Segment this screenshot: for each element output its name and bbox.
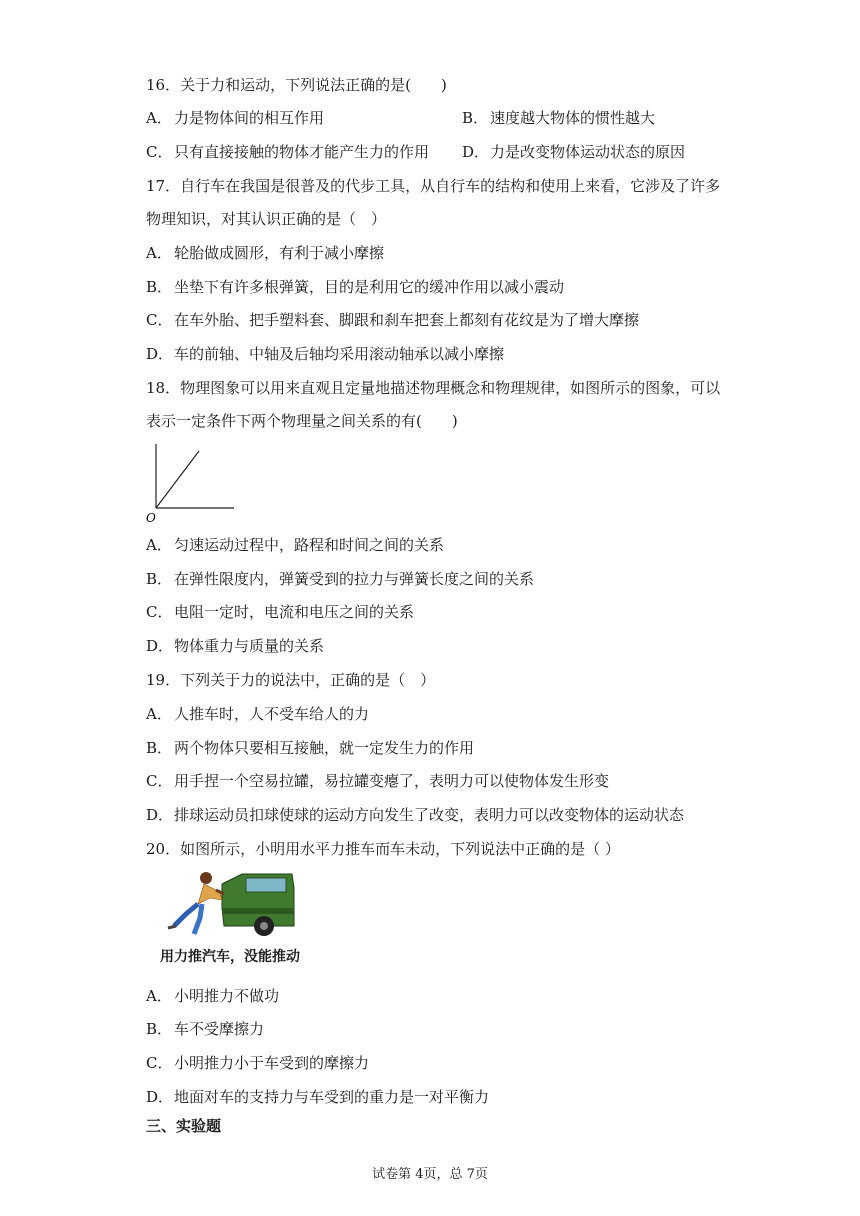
q20-option-a xyxy=(146,986,279,1006)
option-text: 小明推力不做功 xyxy=(174,987,280,1005)
option-text: 地面对车的支持力与车受到的重力是一对平衡力 xyxy=(174,1088,490,1106)
q18-option-a xyxy=(146,535,444,555)
option-letter: B． xyxy=(146,570,173,588)
option-letter: C． xyxy=(146,772,173,790)
option-letter: C． xyxy=(146,603,173,621)
q17-stem-line1: 17．自行车在我国是很普及的代步工具，从自行车的结构和使用上来看，它涉及了许多 xyxy=(146,177,721,195)
q20-push-car-illustration xyxy=(160,868,320,940)
origin-label: O xyxy=(146,511,156,525)
q17-option-c xyxy=(146,310,639,330)
q16-stem: 16．关于力和运动，下列说法正确的是( ) xyxy=(146,76,447,94)
person-foot xyxy=(168,926,176,928)
option-letter: D． xyxy=(146,1088,174,1106)
q18-linear-graph xyxy=(144,440,240,526)
option-letter: D． xyxy=(462,143,490,161)
q18-option-d xyxy=(146,636,324,656)
option-text: 坐垫下有许多根弹簧，目的是利用它的缓冲作用以减小震动 xyxy=(174,278,565,296)
option-text: 人推车时，人不受车给人的力 xyxy=(174,705,370,723)
q18-option-c xyxy=(146,602,414,622)
option-text: 匀速运动过程中，路程和时间之间的关系 xyxy=(174,536,445,554)
option-text: 力是改变物体运动状态的原因 xyxy=(490,143,686,161)
car-bumper xyxy=(222,908,294,914)
q16-option-b xyxy=(462,108,655,128)
q18-option-b xyxy=(146,569,534,589)
person-torso xyxy=(198,884,222,904)
q20-option-b xyxy=(146,1019,264,1039)
option-text: 力是物体间的相互作用 xyxy=(174,109,325,127)
option-letter: C． xyxy=(146,143,173,161)
option-letter: B． xyxy=(146,1020,173,1038)
option-text: 车的前轴、中轴及后轴均采用滚动轴承以减小摩擦 xyxy=(174,345,505,363)
option-letter: A． xyxy=(146,109,172,127)
option-text: 在弹性限度内，弹簧受到的拉力与弹簧长度之间的关系 xyxy=(174,570,535,588)
option-letter: A． xyxy=(146,705,172,723)
q17-option-a xyxy=(146,243,384,263)
q19-option-c xyxy=(146,771,609,791)
q16-option-a xyxy=(146,108,324,128)
option-text: 轮胎做成圆形，有利于减小摩擦 xyxy=(174,244,385,262)
q18-stem-line2: 表示一定条件下两个物理量之间关系的有( ) xyxy=(146,412,458,430)
q19-option-a xyxy=(146,704,369,724)
page-footer: 试卷第 4页，总 7页 xyxy=(372,1167,488,1182)
person-head xyxy=(200,872,212,884)
option-letter: D． xyxy=(146,345,174,363)
option-letter: D． xyxy=(146,806,174,824)
q18-stem-line1: 18．物理图象可以用来直观且定量地描述物理概念和物理规律，如图所示的图象，可以 xyxy=(146,379,721,397)
option-letter: A． xyxy=(146,244,172,262)
option-letter: A． xyxy=(146,536,172,554)
option-text: 两个物体只要相互接触，就一定发生力的作用 xyxy=(174,739,475,757)
option-text: 用手捏一个空易拉罐，易拉罐变瘪了，表明力可以使物体发生形变 xyxy=(174,772,610,790)
option-letter: B． xyxy=(462,109,489,127)
proportional-line xyxy=(156,451,199,508)
option-text: 在车外胎、把手塑料套、脚跟和刹车把套上都刻有花纹是为了增大摩擦 xyxy=(174,311,640,329)
q16-option-d xyxy=(462,142,685,162)
q17-stem-line2: 物理知识，对其认识正确的是（ ） xyxy=(146,210,387,228)
q19-option-b xyxy=(146,738,474,758)
option-letter: B． xyxy=(146,278,173,296)
option-letter: C． xyxy=(146,1054,173,1072)
option-text: 排球运动员扣球使球的运动方向发生了改变，表明力可以改变物体的运动状态 xyxy=(174,806,685,824)
wheel-hub xyxy=(260,922,268,930)
option-text: 车不受摩擦力 xyxy=(174,1020,265,1038)
option-letter: A． xyxy=(146,987,172,1005)
q19-option-d xyxy=(146,805,684,825)
q19-stem: 19．下列关于力的说法中，正确的是（ ） xyxy=(146,671,436,689)
q20-stem: 20．如图所示，小明用水平力推车而车未动，下列说法中正确的是（ ） xyxy=(146,840,620,858)
option-letter: C． xyxy=(146,311,173,329)
option-letter: B． xyxy=(146,739,173,757)
q17-option-d xyxy=(146,344,504,364)
q20-option-d xyxy=(146,1087,489,1107)
option-text: 物体重力与质量的关系 xyxy=(174,637,325,655)
q16-option-c xyxy=(146,142,429,162)
q20-option-c xyxy=(146,1053,369,1073)
option-text: 速度越大物体的惯性越大 xyxy=(490,109,656,127)
person-leg-back xyxy=(174,904,198,926)
option-text: 只有直接接触的物体才能产生力的作用 xyxy=(174,143,430,161)
option-text: 小明推力小于车受到的摩擦力 xyxy=(174,1054,370,1072)
q17-option-b xyxy=(146,277,564,297)
car-window xyxy=(246,878,286,892)
option-letter: D． xyxy=(146,637,174,655)
q20-figure-caption: 用力推汽车，没能推动 xyxy=(160,949,300,965)
option-text: 电阻一定时，电流和电压之间的关系 xyxy=(174,603,415,621)
section-heading-experiments: 三、实验题 xyxy=(146,1117,222,1135)
